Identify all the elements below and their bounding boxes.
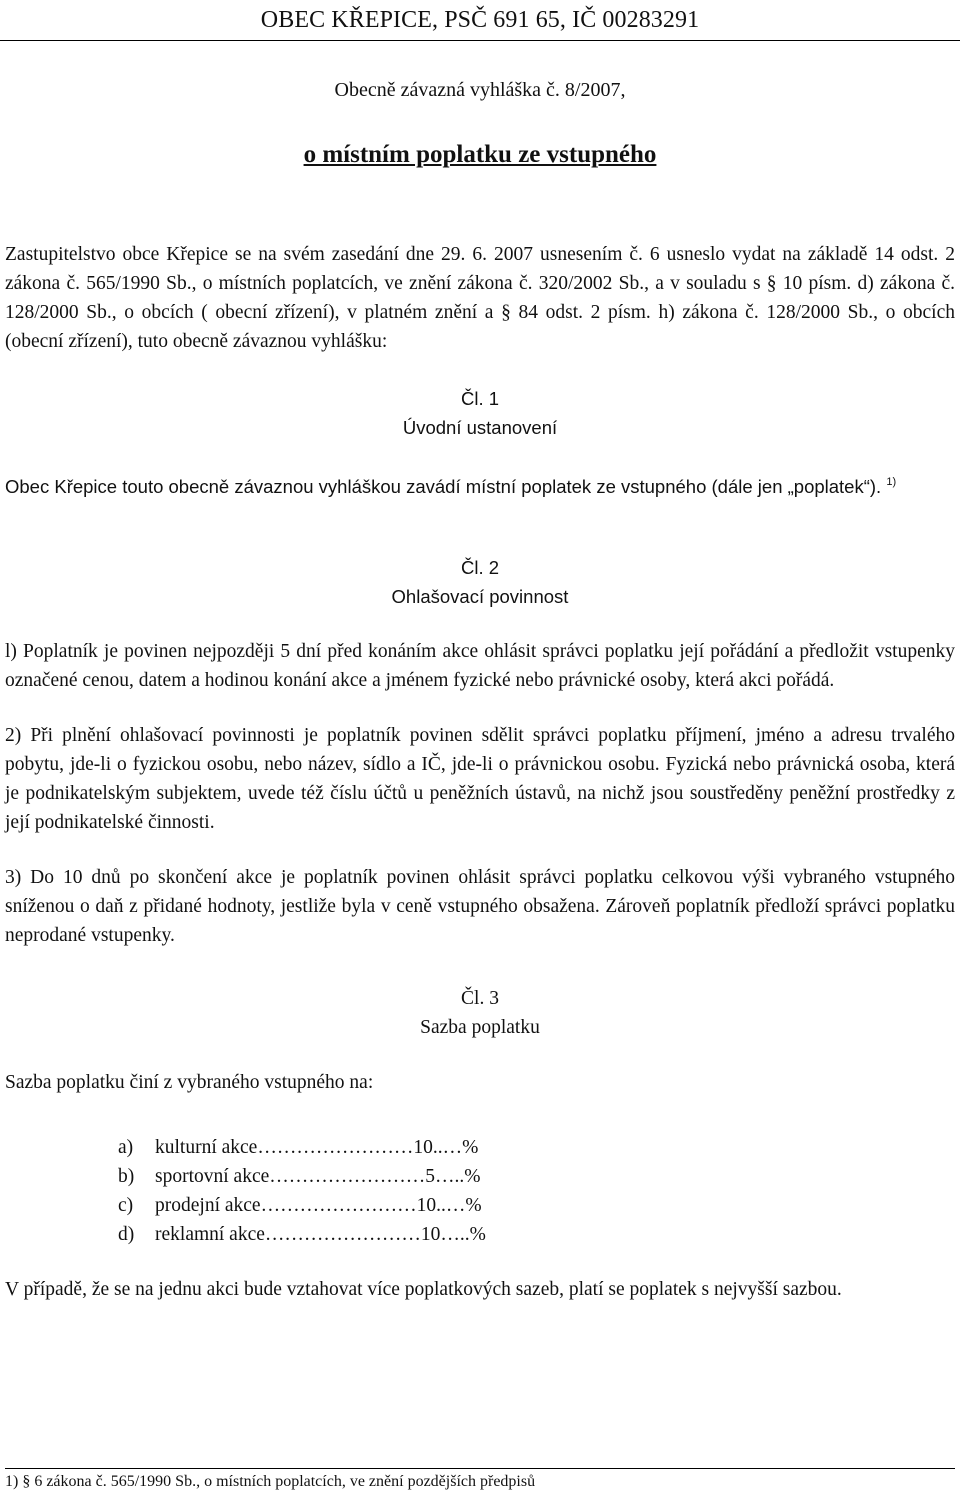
document-title-number: Obecně závazná vyhláška č. 8/2007, bbox=[334, 79, 626, 101]
document-title: o místním poplatku ze vstupného bbox=[303, 141, 657, 168]
rate-text: reklamní akce……………………10…..% bbox=[155, 1224, 486, 1245]
article-3-closing: V případě, že se na jednu akci bude vztahovat více poplatkových sazeb, platí se poplatek s nejvyšší sazbou. bbox=[5, 1279, 842, 1300]
rate-text: kulturní akce……………………10..…% bbox=[155, 1137, 479, 1158]
rate-letter: a) bbox=[118, 1137, 134, 1158]
document-body bbox=[5, 60, 955, 1304]
rate-letter: d) bbox=[118, 1224, 135, 1245]
rate-letter: b) bbox=[118, 1166, 135, 1187]
rate-item bbox=[118, 1162, 955, 1191]
rate-item bbox=[118, 1191, 955, 1220]
article-3-heading: Sazba poplatku bbox=[420, 1017, 540, 1038]
header-title: OBEC KŘEPICE, PSČ 691 65, IČ 00283291 bbox=[260, 7, 700, 33]
rate-item bbox=[118, 1133, 955, 1162]
footnote-text: 1) § 6 zákona č. 565/1990 Sb., o místních poplatcích, ve znění pozdějších předpisů bbox=[5, 1473, 536, 1490]
article-1-body: Obec Křepice touto obecně závaznou vyhláškou zavádí místní poplatek ze vstupného (dále jen „poplatek“). bbox=[5, 476, 882, 497]
footnote-reference: 1) bbox=[886, 476, 897, 488]
article-1-heading: Úvodní ustanovení bbox=[402, 417, 558, 438]
article-2-number: Čl. 2 bbox=[460, 557, 500, 578]
article-2-paragraph-2: 2) Při plnění ohlašovací povinnosti je poplatník povinen sdělit správci poplatku příjmení, jméno a adresu trvalého pobytu, jde-li o fyzickou osobu, nebo název, sídlo a IČ, jde-li o právnickou osobu. Fyzická nebo právnická osoba, která je podnikatelským subjektem, uvede též číslu účtů u peněžních ústavů, na nichž jsou soustředěny peněžní prostředky z její podnikatelské činnosti. bbox=[5, 725, 955, 833]
article-3-number: Čl. 3 bbox=[461, 988, 499, 1009]
rate-item bbox=[118, 1220, 955, 1249]
article-2-heading: Ohlašovací povinnost bbox=[391, 586, 569, 607]
rate-text: prodejní akce……………………10..…% bbox=[155, 1195, 482, 1216]
article-2-paragraph-3: 3) Do 10 dnů po skončení akce je poplatník povinen ohlásit správci poplatku celkovou výši vybraného vstupného sníženou o daň z přidané hodnoty, jestliže byla v ceně vstupného obsažena. Zároveň poplatník předloží správci poplatku neprodané vstupenky. bbox=[5, 867, 955, 946]
footnote bbox=[5, 1468, 955, 1495]
article-3-lead: Sazba poplatku činí z vybraného vstupného na: bbox=[5, 1072, 374, 1093]
page-header bbox=[0, 0, 960, 41]
intro-paragraph: Zastupitelstvo obce Křepice se na svém zasedání dne 29. 6. 2007 usnesením č. 6 usneslo vydat na základě 14 odst. 2 zákona č. 565/1990 Sb., o místních poplatcích, ve znění zákona č. 320/2002 Sb., a v souladu s § 10 písm. d) zákona č. 128/2000 Sb., o obcích ( obecní zřízení), v platném znění a § 84 odst. 2 písm. h) zákona č. 128/2000 Sb., o obcích (obecní zřízení), tuto obecně závaznou vyhlášku: bbox=[5, 244, 955, 352]
rate-letter: c) bbox=[118, 1195, 134, 1216]
rate-text: sportovní akce……………………5…..% bbox=[155, 1166, 481, 1187]
article-1-number: Čl. 1 bbox=[460, 388, 500, 409]
article-2-paragraph-1: l) Poplatník je povinen nejpozději 5 dní před konáním akce ohlásit správci poplatku její pořádání a předložit vstupenky označené cenou, datem a hodinou konání akce a jménem fyzické nebo právnické osoby, která akci pořádá. bbox=[5, 641, 955, 691]
article-1-text bbox=[5, 468, 955, 501]
rates-list bbox=[5, 1133, 955, 1249]
